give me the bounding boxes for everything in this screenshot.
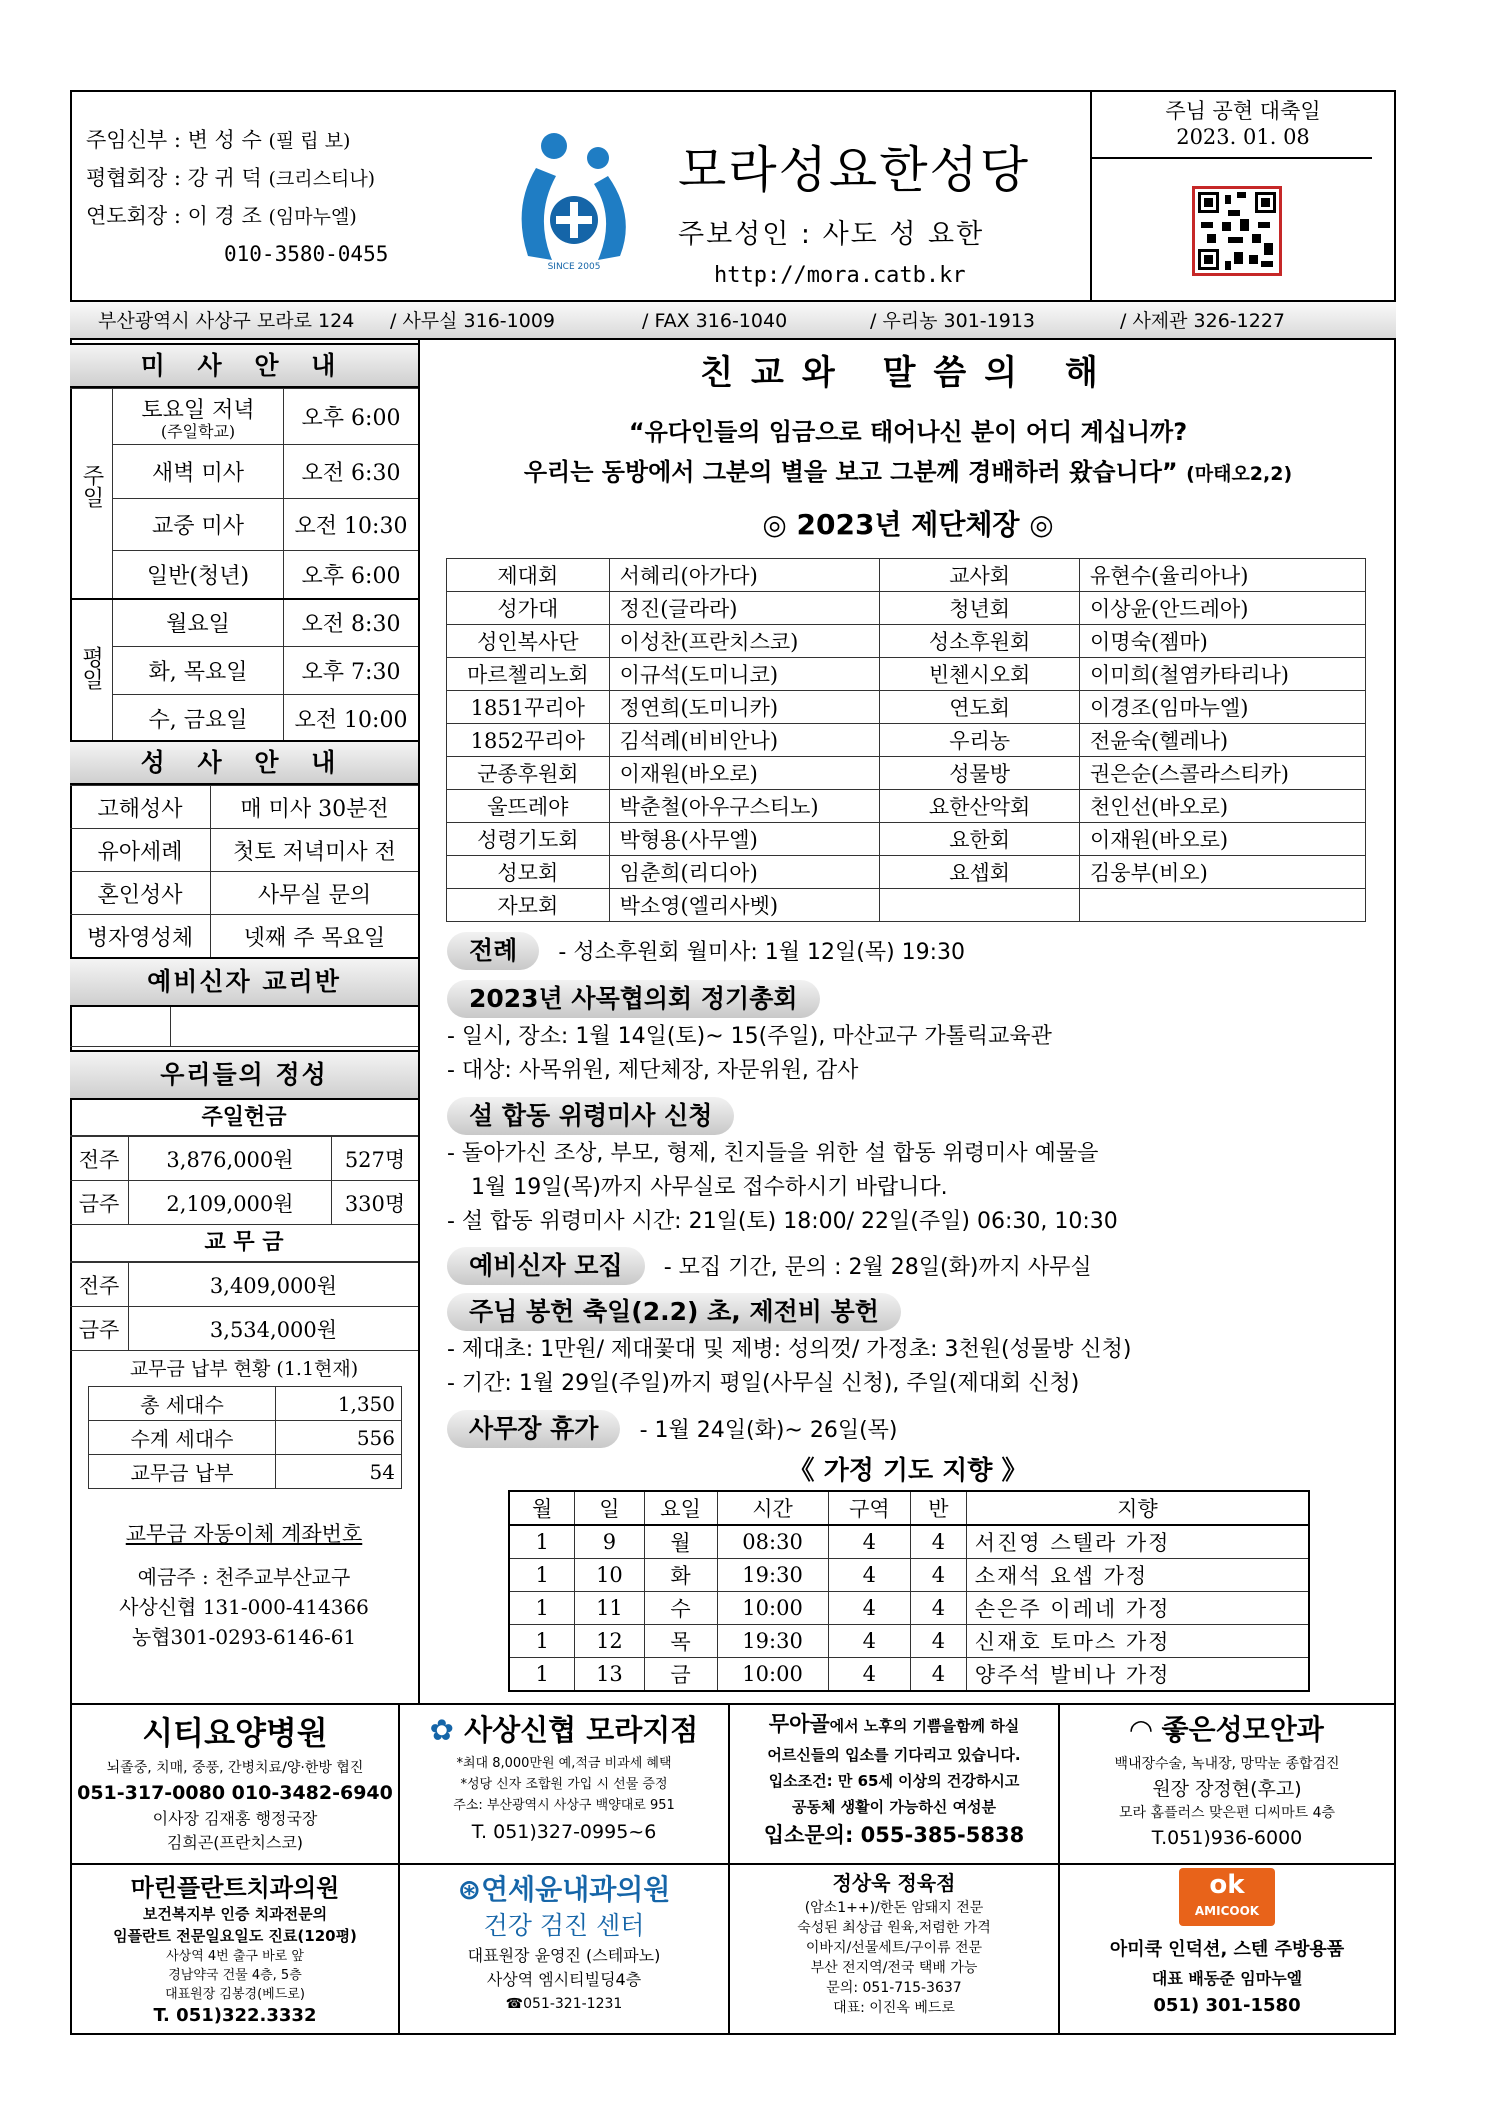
ad-line: 경남약국 건물 4층, 5층 — [168, 1968, 302, 1983]
notice-title: 예비신자 모집 — [447, 1247, 645, 1285]
status-value: 1,350 — [276, 1387, 402, 1421]
date-underline — [1092, 157, 1372, 159]
ad-line: 원장 장정현(후고) — [1152, 1778, 1302, 1800]
due-week: 전주 — [70, 1263, 129, 1307]
date-block — [1092, 98, 1394, 150]
staff-row: 주임신부 : 변 성 수 (필 립 보) — [86, 128, 351, 152]
amicook-logo — [1179, 1868, 1275, 1926]
ad-phone: 입소문의: 055-385-5838 — [763, 1823, 1025, 1847]
notice-council — [447, 980, 820, 1018]
group-name: 군종후원회 — [447, 757, 610, 790]
eye-logo-icon: ◠ — [1130, 1713, 1152, 1746]
group-name: 제대회 — [447, 559, 610, 592]
address-bar — [70, 302, 1396, 340]
prayer-header-cell: 지향 — [966, 1491, 1309, 1525]
ad-title: 마린플란트치과의원 — [130, 1874, 340, 1902]
prayer-header-cell: 시간 — [717, 1491, 828, 1525]
patron-saint: 주보성인 : 사도 성 요한 — [678, 219, 985, 250]
ad-line: 주소: 부산광역시 사상구 백양대로 951 — [453, 1798, 675, 1813]
status-label: 교무금 납부 — [89, 1455, 276, 1489]
ad-line: 부산 전지역/전국 택배 가능 — [810, 1960, 978, 1976]
mass-table — [70, 388, 418, 743]
notice-line: - 설 합동 위령미사 시간: 21일(토) 18:00/ 22일(주일) 06:30, 10:30 — [447, 1209, 1118, 1234]
sacrament-info: 매 미사 30분전 — [211, 786, 419, 829]
group-leader: 박춘철(아우구스티노) — [609, 790, 880, 823]
prayer-cell: 10:00 — [717, 1592, 828, 1625]
sacrament-name: 병자영성체 — [70, 915, 211, 958]
group-name: 마르첼리노회 — [447, 658, 610, 691]
ad-line: 대표원장 윤영진 (스테파노) — [467, 1946, 661, 1965]
prayer-cell: 목 — [644, 1625, 717, 1658]
offering-amount: 2,109,000원 — [129, 1181, 332, 1225]
notice-text: - 1월 24일(화)~ 26일(목) — [639, 1418, 898, 1443]
offering-count: 330명 — [332, 1181, 419, 1225]
group-leader: 정연희(도미니카) — [609, 691, 880, 724]
ads-top-rule — [70, 1703, 1396, 1705]
prayer-header-cell: 요일 — [644, 1491, 717, 1525]
group-leader: 이재원(바오로) — [1080, 823, 1366, 856]
prayer-intention: 손은주 이레네 가정 — [966, 1592, 1309, 1625]
group-leader: 임춘희(리디아) — [609, 856, 880, 889]
group-leader: 정진(글라라) — [609, 592, 880, 625]
qr-code[interactable] — [1192, 186, 1282, 276]
group-leader: 이규석(도미니코) — [609, 658, 880, 691]
mass-time: 오후 6:00 — [284, 551, 419, 599]
prayer-cell: 4 — [911, 1559, 967, 1592]
leader-row — [447, 823, 1366, 856]
ad-city-hospital — [72, 1708, 398, 1855]
sacrament-title: 성 사 안 내 — [70, 740, 418, 785]
notice-line: - 대상: 사목위원, 제단체장, 자문위원, 감사 — [447, 1058, 859, 1083]
leader-row — [447, 757, 1366, 790]
prayer-cell: 10 — [575, 1559, 644, 1592]
offering-count: 527명 — [332, 1137, 419, 1181]
mass-time: 오전 8:30 — [284, 599, 419, 647]
ad-line: 백내장수술, 녹내장, 망막눈 종합검진 — [1114, 1756, 1340, 1772]
account-info — [70, 1562, 418, 1652]
group-name: 연도회 — [880, 691, 1080, 724]
group-name: 자모회 — [447, 889, 610, 922]
quote-line: 우리는 동방에서 그분의 별을 보고 그분께 경배하러 왔습니다” (마태오2,2) — [523, 458, 1293, 486]
ad-eye-clinic — [1060, 1708, 1394, 1852]
ad-line: 이사장 김재홍 행정국장 — [152, 1809, 318, 1828]
ad-title: 정상욱 정육점 — [832, 1871, 956, 1895]
prayer-header-row — [509, 1491, 1309, 1525]
group-name: 요한회 — [880, 823, 1080, 856]
prayer-cell: 19:30 — [717, 1625, 828, 1658]
ad-subtitle: 건강 검진 센터 — [483, 1911, 645, 1940]
group-name: 청년회 — [880, 592, 1080, 625]
due-title: 교 무 금 — [70, 1224, 418, 1262]
mass-name: 수, 금요일 — [113, 695, 284, 743]
notice-title: 전례 — [447, 932, 539, 970]
status-label: 수계 세대수 — [89, 1421, 276, 1455]
prayer-cell: 9 — [575, 1525, 644, 1559]
mass-name: 월요일 — [113, 599, 284, 647]
due-amount: 3,409,000원 — [129, 1263, 419, 1307]
staff-row: 평협회장 : 강 귀 덕 (크리스티나) — [86, 166, 376, 190]
ad-title: 시티요양병원 — [142, 1714, 328, 1752]
group-name: 성소후원회 — [880, 625, 1080, 658]
notice-council-body — [447, 1020, 1052, 1088]
ad-line: 숙성된 최상급 원육,저렴한 가격 — [797, 1920, 991, 1936]
office-phone: / 사무실 316-1009 — [390, 310, 556, 332]
column-divider — [418, 340, 420, 1705]
church-title-block — [678, 130, 1058, 288]
group-name: 교사회 — [880, 559, 1080, 592]
ad-line: (암소1++)/한돈 암돼지 전문 — [804, 1900, 984, 1916]
catechumen-title: 예비신자 교리반 — [70, 957, 418, 1007]
group-leader: 김웅부(비오) — [1080, 856, 1366, 889]
status-label: 총 세대수 — [89, 1387, 276, 1421]
notice-catechumen — [447, 1247, 1092, 1285]
ad-muagol — [730, 1708, 1058, 1850]
rectory-phone: / 사제관 326-1227 — [1120, 310, 1286, 332]
ad-butcher — [730, 1868, 1058, 2018]
credit-union-icon: ✿ — [429, 1713, 454, 1747]
ad-phone: T.051)936-6000 — [1151, 1827, 1303, 1849]
prayer-header-cell: 반 — [911, 1491, 967, 1525]
prayer-cell: 1 — [509, 1525, 575, 1559]
prayer-cell: 4 — [828, 1658, 911, 1692]
ad-yonsei-clinic — [400, 1868, 728, 2016]
prayer-cell: 4 — [911, 1525, 967, 1559]
notice-text: - 모집 기간, 문의 : 2월 28일(화)까지 사무실 — [663, 1255, 1092, 1280]
group-leader: 이미희(철염카타리나) — [1080, 658, 1366, 691]
prayer-cell: 4 — [911, 1592, 967, 1625]
sunday-label: 주일 — [70, 389, 113, 599]
prayer-cell: 10:00 — [717, 1658, 828, 1692]
group-name: 빈첸시오회 — [880, 658, 1080, 691]
group-name: 요셉회 — [880, 856, 1080, 889]
account-title: 교무금 자동이체 계좌번호 — [125, 1522, 363, 1546]
leader-row — [447, 724, 1366, 757]
group-leader: 유현수(율리아나) — [1080, 559, 1366, 592]
mass-time: 오전 10:00 — [284, 695, 419, 743]
ad-line: 뇌졸중, 치매, 중풍, 간병치료/양·한방 협진 — [106, 1760, 364, 1776]
prayer-cell: 금 — [644, 1658, 717, 1692]
leader-row — [447, 691, 1366, 724]
address: 부산광역시 사상구 모라로 124 — [98, 310, 355, 332]
ad-line: 보건복지부 인증 치과전문의 — [142, 1905, 328, 1923]
ad-phone: 051-317-0080 010-3482-6940 — [77, 1782, 393, 1804]
ad-amicook — [1060, 1868, 1394, 2020]
offering-week: 전주 — [70, 1137, 129, 1181]
leader-row — [447, 592, 1366, 625]
sacrament-info: 넷째 주 목요일 — [211, 915, 419, 958]
group-name: 요한산악회 — [880, 790, 1080, 823]
wurinong-phone: / 우리농 301-1913 — [870, 310, 1036, 332]
sacrament-table — [70, 785, 418, 958]
prayer-cell: 4 — [828, 1592, 911, 1625]
group-leader: 전윤숙(헬레나) — [1080, 724, 1366, 757]
prayer-cell: 1 — [509, 1559, 575, 1592]
ad-title: 무아골에서 노후의 기쁨을함께 하실 — [768, 1712, 1020, 1736]
ad-title: ⊛연세윤내과의원 — [457, 1873, 671, 1906]
ad-line: 대표원장 김봉경(베드로) — [165, 1987, 305, 2002]
year-title: 친교와 말씀의 해 — [700, 353, 1116, 393]
prayer-title: 《 가정 기도 지향 》 — [788, 1456, 1028, 1486]
phone-icon: ☎ — [505, 1996, 524, 2012]
mass-time: 오후 6:00 — [284, 389, 419, 445]
prayer-row — [509, 1625, 1309, 1658]
ad-line: 모라 홈플러스 맞은편 디씨마트 4층 — [1118, 1805, 1336, 1821]
group-leader: 김석례(비비안나) — [609, 724, 880, 757]
ad-sasang-credit — [400, 1708, 728, 1848]
leaders-table — [446, 558, 1366, 922]
prayer-intention: 소재석 요셉 가정 — [966, 1559, 1309, 1592]
notice-candles-body — [447, 1333, 1131, 1401]
due-amount: 3,534,000원 — [129, 1307, 419, 1351]
offering-amount: 3,876,000원 — [129, 1137, 332, 1181]
notice-line: - 일시, 장소: 1월 14일(토)~ 15(주일), 마산교구 가톨릭교육관 — [447, 1024, 1052, 1049]
due-status-title: 교무금 납부 현황 (1.1현재) — [129, 1358, 359, 1380]
prayer-cell: 4 — [828, 1625, 911, 1658]
fax-number: / FAX 316-1040 — [642, 310, 788, 332]
mass-time: 오전 6:30 — [284, 445, 419, 499]
prayer-intention: 서진영 스텔라 가정 — [966, 1525, 1309, 1559]
notice-title: 2023년 사목협의회 정기총회 — [447, 980, 820, 1018]
ad-line: *성당 신자 조합원 가입 시 선물 증정 — [460, 1777, 668, 1792]
prayer-cell: 화 — [644, 1559, 717, 1592]
church-url[interactable]: http://mora.catb.kr — [714, 263, 966, 288]
mass-name: 화, 목요일 — [113, 647, 284, 695]
offerings-title: 우리들의 정성 — [70, 1050, 418, 1100]
prayer-cell: 4 — [828, 1525, 911, 1559]
sacrament-info: 사무실 문의 — [211, 872, 419, 915]
group-leader: 박형용(사무엘) — [609, 823, 880, 856]
notice-title: 사무장 휴가 — [447, 1410, 620, 1448]
due-table — [70, 1262, 418, 1351]
prayer-row — [509, 1559, 1309, 1592]
sacrament-info: 첫토 저녁미사 전 — [211, 829, 419, 872]
notice-vacation — [447, 1410, 898, 1448]
catechumen-box — [70, 1007, 418, 1047]
leader-row — [447, 559, 1366, 592]
due-status-table — [88, 1386, 402, 1489]
scripture-quote — [420, 412, 1396, 494]
mass-time: 오후 7:30 — [284, 647, 419, 695]
notice-line: - 제대초: 1만원/ 제대꽃대 및 제병: 성의껏/ 가정초: 3천원(성물방 신청) — [447, 1337, 1132, 1362]
prayer-cell: 1 — [509, 1625, 575, 1658]
group-leader: 권은순(스콜라스티카) — [1080, 757, 1366, 790]
mass-time: 오전 10:30 — [284, 499, 419, 551]
notice-title: 주님 봉헌 축일(2.2) 초, 제전비 봉헌 — [447, 1293, 901, 1331]
prayer-cell: 11 — [575, 1592, 644, 1625]
logo-since: SINCE 2005 — [547, 262, 601, 272]
status-value: 54 — [276, 1455, 402, 1489]
prayer-table — [508, 1490, 1310, 1692]
staff-list — [86, 122, 476, 273]
group-name: 1851꾸리아 — [447, 691, 610, 724]
mass-name: 새벽 미사 — [113, 445, 284, 499]
account-line: 농협301-0293-6146-61 — [131, 1625, 357, 1649]
group-name: 성인복사단 — [447, 625, 610, 658]
notice-memorial — [447, 1097, 734, 1135]
mass-name: 일반(청년) — [113, 551, 284, 599]
prayer-cell: 08:30 — [717, 1525, 828, 1559]
leader-row — [447, 625, 1366, 658]
prayer-cell: 수 — [644, 1592, 717, 1625]
prayer-cell: 12 — [575, 1625, 644, 1658]
ad-phone: T. 051)322.3332 — [153, 2005, 317, 2026]
ad-title: 아미쿡 인덕션, 스텐 주방용품 — [1109, 1939, 1345, 1960]
group-name — [880, 889, 1080, 922]
ads-middle-rule — [70, 1863, 1396, 1865]
ad-line: 대표: 이진옥 베드로 — [833, 2000, 955, 2016]
bulletin-date: 2023. 01. 08 — [1176, 125, 1310, 149]
notice-line: 1월 19일(목)까지 사무실로 접수하시기 바랍니다. — [471, 1175, 948, 1200]
prayer-cell: 4 — [911, 1625, 967, 1658]
staff-phone: 010-3580-0455 — [224, 242, 389, 266]
prayer-cell: 4 — [828, 1559, 911, 1592]
prayer-header-cell: 구역 — [828, 1491, 911, 1525]
due-week: 금주 — [70, 1307, 129, 1351]
leader-row — [447, 856, 1366, 889]
quote-line: “유다인들의 임금으로 태어나신 분이 어디 계십니까? — [628, 418, 1188, 446]
group-leader — [1080, 889, 1366, 922]
ad-line: 이바지/선물세트/구이류 전문 — [805, 1940, 983, 1956]
group-leader: 이상윤(안드레아) — [1080, 592, 1366, 625]
prayer-cell: 13 — [575, 1658, 644, 1692]
sunday-offering-table — [70, 1136, 418, 1225]
ad-marine-dental — [72, 1868, 398, 2028]
leader-row — [447, 658, 1366, 691]
group-name: 성모회 — [447, 856, 610, 889]
prayer-header-cell: 일 — [575, 1491, 644, 1525]
group-name: 우리농 — [880, 724, 1080, 757]
notice-title: 설 합동 위령미사 신청 — [447, 1097, 734, 1135]
feast-name: 주님 공현 대축일 — [1165, 99, 1321, 123]
clinic-emblem-icon: ⊛ — [457, 1873, 482, 1906]
sunday-offering-title: 주일헌금 — [70, 1100, 418, 1136]
ad-line: 대표 배동준 임마누엘 — [1151, 1969, 1303, 1988]
group-name: 성령기도회 — [447, 823, 610, 856]
ad-line: 임플란트 전문일요일도 진료(120평) — [113, 1927, 357, 1945]
ad-line: 어르신들의 입소를 기다리고 있습니다. — [767, 1746, 1021, 1764]
notice-candles — [447, 1293, 901, 1331]
prayer-cell: 1 — [509, 1658, 575, 1692]
mass-name: 교중 미사 — [113, 499, 284, 551]
notice-memorial-body — [447, 1137, 1118, 1239]
ad-phone: 051) 301-1580 — [1153, 1995, 1301, 2016]
sacrament-name: 고해성사 — [70, 786, 211, 829]
notice-liturgy — [447, 932, 965, 970]
group-leader: 이경조(임마누엘) — [1080, 691, 1366, 724]
group-leader: 천인선(바오로) — [1080, 790, 1366, 823]
group-name: 울뜨레야 — [447, 790, 610, 823]
prayer-row — [509, 1658, 1309, 1692]
leaders-title: ◎ 2023년 제단체장 ◎ — [762, 508, 1054, 541]
group-leader: 이명숙(젬마) — [1080, 625, 1366, 658]
notice-line: - 돌아가신 조상, 부모, 형제, 친지들을 위한 설 합동 위령미사 예물을 — [447, 1141, 1099, 1166]
group-leader: 서혜리(아가다) — [609, 559, 880, 592]
mass-name: 토요일 저녁 (주일학교) — [113, 389, 284, 445]
ad-phone: T. 051)327-0995~6 — [471, 1821, 657, 1843]
prayer-cell: 19:30 — [717, 1559, 828, 1592]
ad-line: 김희곤(프란치스코) — [166, 1833, 304, 1852]
group-name: 성물방 — [880, 757, 1080, 790]
mass-title: 미 사 안 내 — [70, 343, 418, 388]
ad-line: 공동체 생활이 가능하신 여성분 — [791, 1798, 997, 1816]
prayer-header-cell: 월 — [509, 1491, 575, 1525]
ad-line: 사상역 4번 출구 바로 앞 — [166, 1949, 304, 1964]
sacrament-name: 유아세례 — [70, 829, 211, 872]
prayer-row — [509, 1525, 1309, 1559]
prayer-intention: 양주석 발비나 가정 — [966, 1658, 1309, 1692]
group-leader: 이재원(바오로) — [609, 757, 880, 790]
staff-row: 연도회장 : 이 경 조 (임마누엘) — [86, 204, 357, 228]
status-value: 556 — [276, 1421, 402, 1455]
offering-week: 금주 — [70, 1181, 129, 1225]
group-name: 성가대 — [447, 592, 610, 625]
notice-line: - 기간: 1월 29일(주일)까지 평일(사무실 신청), 주일(제대회 신청) — [447, 1371, 1080, 1396]
group-leader: 박소영(엘리사벳) — [609, 889, 880, 922]
group-leader: 이성찬(프란치스코) — [609, 625, 880, 658]
sacrament-name: 혼인성사 — [70, 872, 211, 915]
prayer-row — [509, 1592, 1309, 1625]
church-logo — [508, 128, 640, 276]
group-name: 1852꾸리아 — [447, 724, 610, 757]
ad-phone: ☎051-321-1231 — [505, 1996, 623, 2012]
prayer-cell: 월 — [644, 1525, 717, 1559]
ad-line: 입소조건: 만 65세 이상의 건강하시고 — [768, 1772, 1020, 1790]
ad-title: ◠ 좋은성모안과 — [1130, 1713, 1324, 1746]
ad-line: 문의: 051-715-3637 — [826, 1980, 962, 1996]
notice-text: - 성소후원회 월미사: 1월 12일(목) 19:30 — [558, 940, 966, 965]
account-line: 예금주 : 천주교부산교구 — [137, 1565, 351, 1589]
ad-line: 사상역 엠시티빌딩4층 — [486, 1970, 642, 1989]
ad-line: *최대 8,000만원 예,적금 비과세 혜택 — [456, 1756, 672, 1771]
ad-title: ✿ 사상신협 모라지점 — [429, 1713, 699, 1747]
weekday-label: 평일 — [70, 599, 113, 743]
account-line: 사상신협 131-000-414366 — [119, 1595, 369, 1619]
church-name: 모라성요한성당 — [678, 141, 1031, 199]
amicook-logo-icon: ok — [1209, 1870, 1245, 1900]
leader-row — [447, 889, 1366, 922]
prayer-cell: 1 — [509, 1592, 575, 1625]
leader-row — [447, 790, 1366, 823]
prayer-intention: 신재호 토마스 가정 — [966, 1625, 1309, 1658]
prayer-cell: 4 — [911, 1658, 967, 1692]
amicook-logo-text: AMICOOK — [1194, 1904, 1260, 1918]
